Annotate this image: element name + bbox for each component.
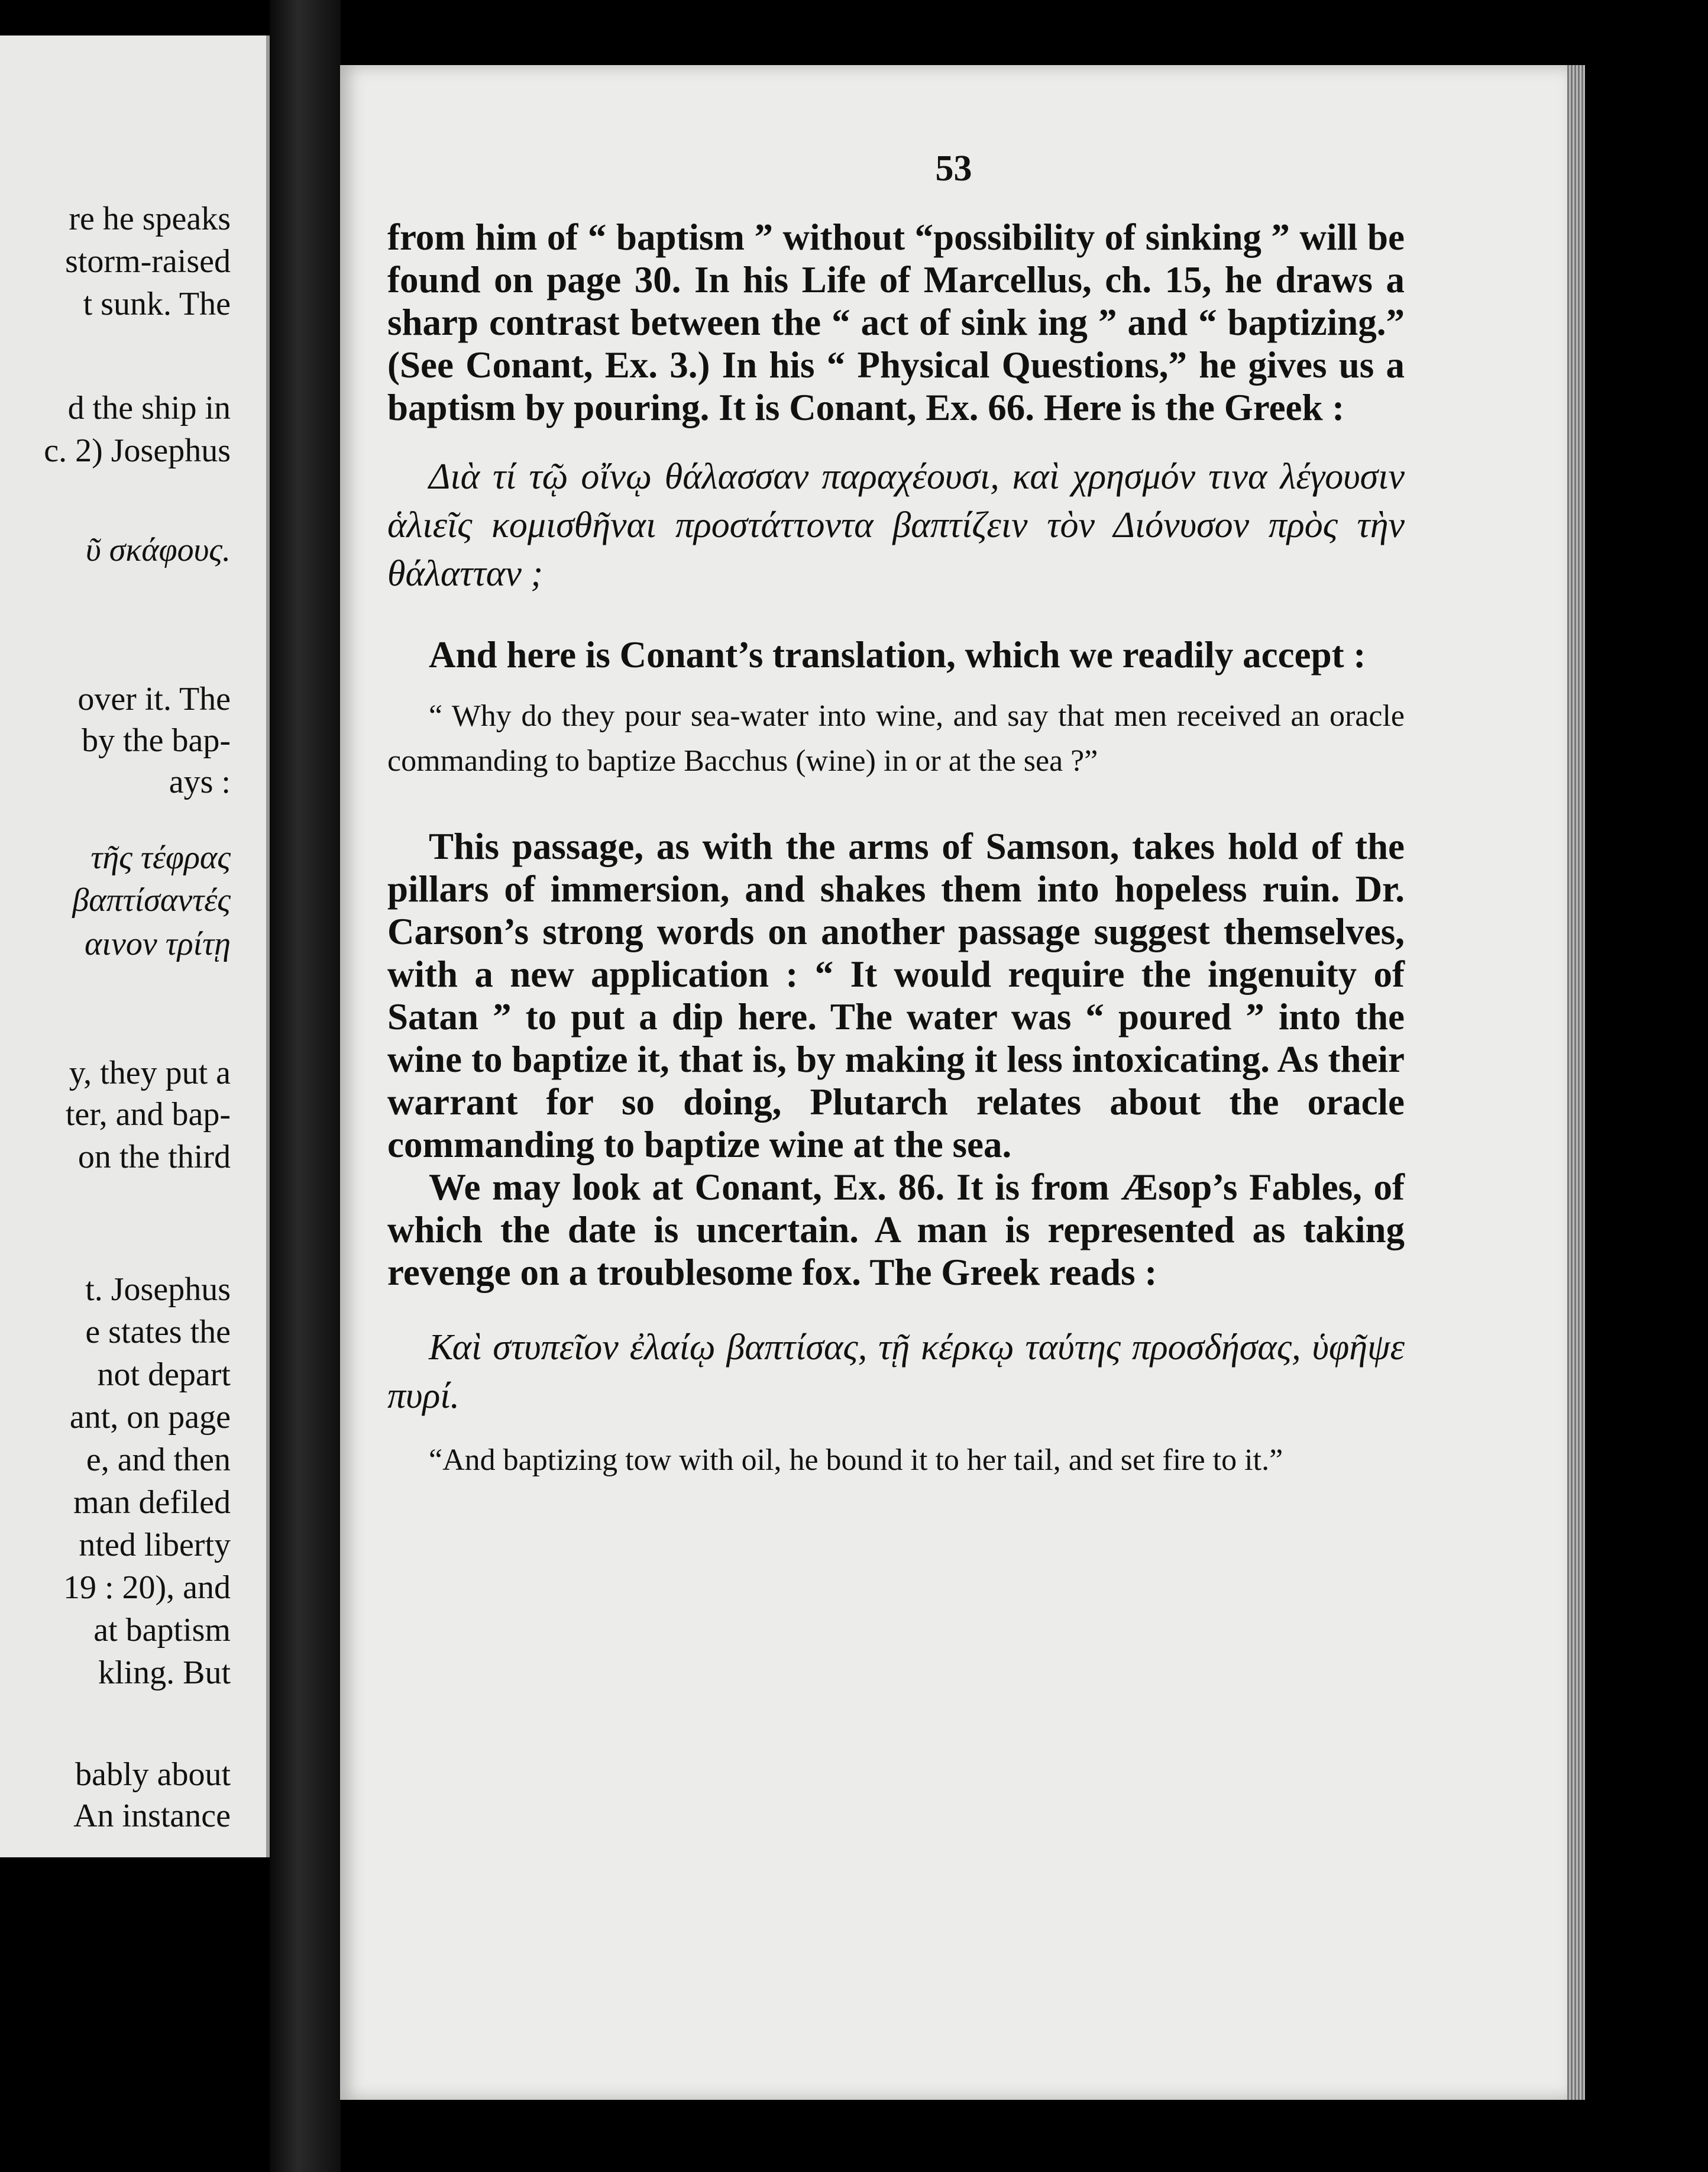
page-edge — [1567, 65, 1585, 2100]
paragraph-4: We may look at Conant, Ex. 86. It is from Æsop’s Fables, of which the date is uncertain. A man is represented as taking revenge on a troublesome fox. The Greek reads : — [387, 1166, 1405, 1293]
left-page-line: storm-raised — [65, 243, 231, 280]
left-page-line: ῦ σκάφους. — [86, 532, 231, 568]
left-page-line: t sunk. The — [83, 286, 231, 322]
left-page-line: kling. But — [98, 1654, 231, 1691]
greek-passage-1: Διὰ τί τῷ οἴνῳ θάλασσαν παραχέουσι, καὶ χρησμόν τινα λέγουσιν ἁλιεῖς κομισθῆναι προστάττοντα βαπτίζειν τὸν Διόνυσον πρὸς τὴν θάλατταν ; — [387, 457, 1405, 594]
left-page-line: d the ship in — [67, 390, 231, 426]
left-page-line: e states the — [85, 1314, 231, 1350]
left-page-line: αινον τρίτῃ — [85, 926, 231, 962]
book-gutter — [270, 0, 341, 2172]
quote-1: “ Why do they pour sea-water into wine, and say that men received an oracle commanding to baptize Bacchus (wine) in or at the sea ?” — [387, 699, 1405, 778]
left-page-line: An instance — [73, 1798, 231, 1834]
left-page-line: at baptism — [93, 1612, 231, 1649]
left-page-line: ant, on page — [69, 1399, 231, 1436]
left-page-line: τῆς τέφρας — [90, 839, 231, 876]
left-page-line: ter, and bap- — [65, 1096, 231, 1133]
left-page-line: t. Josephus — [85, 1271, 231, 1308]
page-number: 53 — [935, 148, 972, 189]
previous-page-fragment — [0, 35, 270, 1857]
left-page-line: on the third — [77, 1139, 231, 1175]
greek-passage-2: Καὶ στυπεῖον ἐλαίῳ βαπτίσας, τῇ κέρκῳ ταύτης προσδήσας, ὑφῆψε πυρί. — [387, 1327, 1405, 1416]
page-text — [387, 216, 1405, 1483]
left-page-line: c. 2) Josephus — [44, 432, 231, 469]
book-page — [340, 65, 1567, 2100]
paragraph-1: from him of “ baptism ” without “possibility of sinking ” will be found on page 30. In his Life of Marcellus, ch. 15, he draws a sharp contrast between the “ act of sink ing ” and “ baptizing.” (See Conant, Ex. 3.) In his “ Physical Questions,” he gives us a baptism by pouring. It is Conant, Ex. 66. Here is the Greek : — [387, 216, 1405, 428]
left-page-line: ays : — [169, 764, 231, 800]
paragraph-2: And here is Conant’s translation, which we readily accept : — [429, 634, 1366, 675]
left-page-line: 19 : 20), and — [63, 1569, 231, 1606]
left-page-line: bably about — [75, 1756, 231, 1793]
left-page-line: re he speaks — [69, 201, 231, 237]
left-page-line: nted liberty — [79, 1527, 231, 1563]
left-page-line: e, and then — [86, 1441, 231, 1478]
left-page-line: y, they put a — [69, 1055, 231, 1091]
left-page-line: βαπτίσαντές — [72, 882, 231, 919]
left-page-line: man defiled — [73, 1484, 231, 1521]
quote-2: “And baptizing tow with oil, he bound it to her tail, and set fire to it.” — [429, 1443, 1283, 1477]
left-page-line: not depart — [97, 1356, 231, 1393]
left-page-line: by the bap- — [82, 722, 231, 759]
left-page-line: over it. The — [77, 681, 231, 717]
paragraph-3: This passage, as with the arms of Samson, takes hold of the pillars of immersion, and shakes them into hopeless ruin. Dr. Carson’s strong words on another passage suggest themselves, with a new application : “ It would require the ingenuity of Satan ” to put a dip here. The water was “ poured ” into the wine to baptize it, that is, by making it less intoxicating. As their warrant for so doing, Plutarch relates about the oracle commanding to baptize wine at the sea. — [387, 826, 1405, 1165]
